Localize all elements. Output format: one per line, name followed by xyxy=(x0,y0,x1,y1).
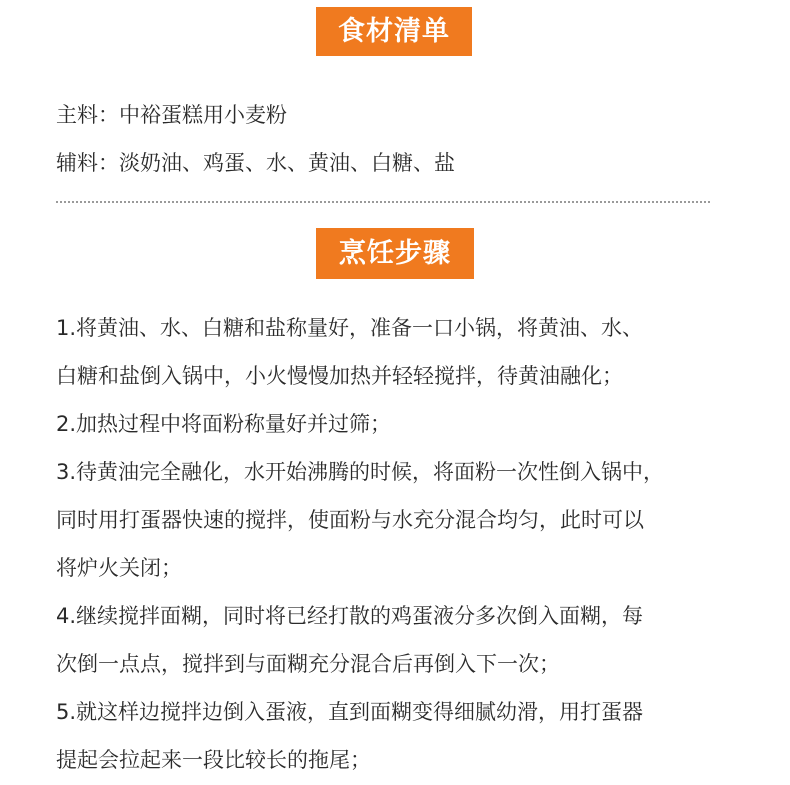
steps-heading: 烹饪步骤 xyxy=(316,228,474,279)
step-line: 次倒一点点，搅拌到与面糊充分混合后再倒入下一次； xyxy=(56,652,560,676)
section-divider xyxy=(56,201,710,203)
step-line: 3.待黄油完全融化，水开始沸腾的时候，将面粉一次性倒入锅中， xyxy=(56,460,665,484)
step-line: 4.继续搅拌面糊，同时将已经打散的鸡蛋液分多次倒入面糊，每 xyxy=(56,604,644,628)
auxiliary-ingredients-line: 辅料：淡奶油、鸡蛋、水、黄油、白糖、盐 xyxy=(56,151,455,175)
step-line: 5.就这样边搅拌边倒入蛋液，直到面糊变得细腻幼滑，用打蛋器 xyxy=(56,700,644,724)
step-line: 将炉火关闭； xyxy=(56,556,182,580)
step-line: 2.加热过程中将面粉称量好并过筛； xyxy=(56,412,392,436)
step-line: 白糖和盐倒入锅中，小火慢慢加热并轻轻搅拌，待黄油融化； xyxy=(56,364,623,388)
step-line: 1.将黄油、水、白糖和盐称量好，准备一口小锅，将黄油、水、 xyxy=(56,316,644,340)
step-line: 提起会拉起来一段比较长的拖尾； xyxy=(56,748,371,772)
ingredients-heading: 食材清单 xyxy=(316,7,472,56)
step-line: 同时用打蛋器快速的搅拌，使面粉与水充分混合均匀，此时可以 xyxy=(56,508,644,532)
main-ingredient-line: 主料：中裕蛋糕用小麦粉 xyxy=(56,103,287,127)
